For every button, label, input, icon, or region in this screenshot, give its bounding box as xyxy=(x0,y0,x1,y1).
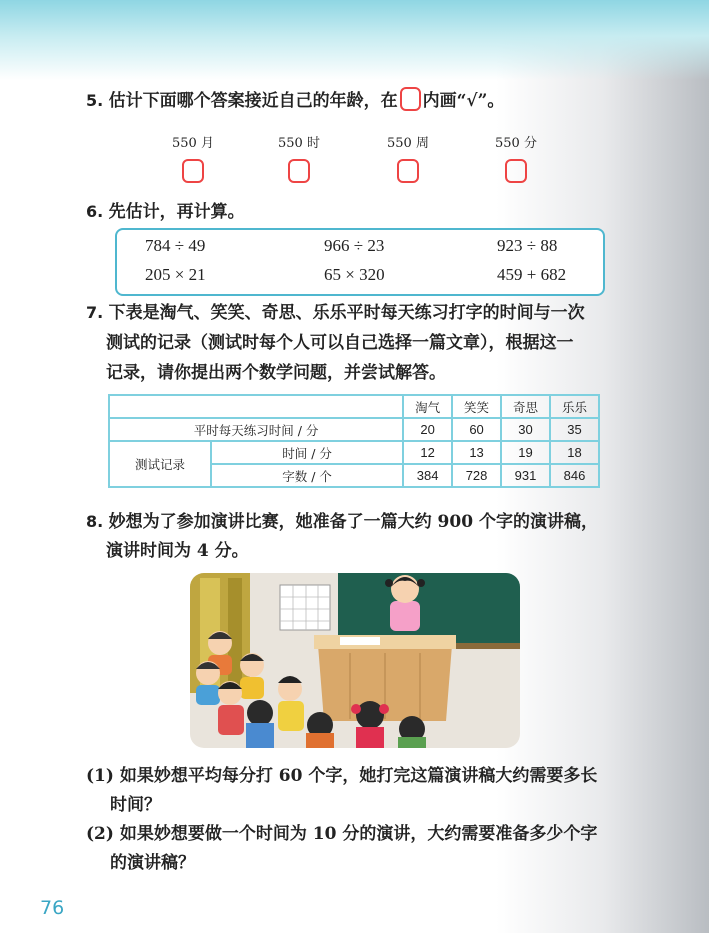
table-cell: 13 xyxy=(452,441,501,464)
question-6 xyxy=(86,197,245,227)
table-cell: 20 xyxy=(403,418,452,441)
sub-question-1 xyxy=(86,761,597,791)
question-number: 6. xyxy=(86,202,104,221)
question-7-line: 下表是淘气、笑笑、奇思、乐乐平时每天练习打字的时间与一次 xyxy=(108,303,585,323)
question-6-text: 先估计，再计算。 xyxy=(108,202,245,222)
question-8-line: 演讲时间为 4 分。 xyxy=(106,541,249,561)
table-header-cell: 淘气 xyxy=(403,395,452,418)
table-cell: 18 xyxy=(550,441,599,464)
table-cell: 12 xyxy=(403,441,452,464)
table-row xyxy=(109,441,599,464)
table-cell: 35 xyxy=(550,418,599,441)
table-cell: 931 xyxy=(501,464,550,487)
sub-question-1-line: 时间？ xyxy=(110,795,161,815)
sub-question-2 xyxy=(86,819,597,849)
answer-checkbox[interactable] xyxy=(505,159,527,183)
table-header-row xyxy=(109,395,599,418)
row-label: 时间 / 分 xyxy=(211,441,403,464)
calc-item: 459 + 682 xyxy=(497,265,567,284)
table-cell: 30 xyxy=(501,418,550,441)
calc-item: 966 ÷ 23 xyxy=(324,236,385,255)
question-number: 7. xyxy=(86,303,104,322)
table-header-cell: 乐乐 xyxy=(550,395,599,418)
age-option-months xyxy=(153,132,233,183)
question-8 xyxy=(86,507,598,537)
typing-record-table xyxy=(108,394,600,488)
table-cell: 728 xyxy=(452,464,501,487)
page-number: 76 xyxy=(40,897,65,919)
sub-question-2-line: 的演讲稿？ xyxy=(110,853,195,873)
answer-box-icon xyxy=(400,87,421,111)
table-row xyxy=(109,418,599,441)
top-header-band xyxy=(0,0,709,80)
option-label: 550 分 xyxy=(495,136,537,151)
question-number: 8. xyxy=(86,512,104,531)
row-label: 平时每天练习时间 / 分 xyxy=(109,418,403,441)
table-header-cell: 奇思 xyxy=(501,395,550,418)
table-header-cell: 笑笑 xyxy=(452,395,501,418)
classroom-speech-illustration xyxy=(190,573,520,748)
table-cell: 384 xyxy=(403,464,452,487)
row-label: 字数 / 个 xyxy=(211,464,403,487)
age-option-minutes xyxy=(476,132,556,183)
row-group-label: 测试记录 xyxy=(109,441,211,487)
calc-item: 205 × 21 xyxy=(145,265,206,284)
calc-item: 784 ÷ 49 xyxy=(145,236,206,255)
option-label: 550 周 xyxy=(387,136,429,151)
table-cell: 60 xyxy=(452,418,501,441)
calc-item: 923 ÷ 88 xyxy=(497,236,558,255)
question-number: 5. xyxy=(86,91,104,110)
question-7 xyxy=(86,298,585,328)
age-option-weeks xyxy=(368,132,448,183)
table-corner-cell xyxy=(109,395,403,418)
sub-question-1-line: (1) 如果妙想平均每分打 60 个字，她打完这篇演讲稿大约需要多长 xyxy=(86,766,598,786)
question-5-text-before: 估计下面哪个答案接近自己的年龄，在 xyxy=(108,91,398,111)
question-7-line: 记录，请你提出两个数学问题，并尝试解答。 xyxy=(106,363,446,383)
question-7-line: 测试的记录（测试时每个人可以自己选择一篇文章），根据这一 xyxy=(106,333,574,353)
option-label: 550 时 xyxy=(278,136,320,151)
table-cell: 846 xyxy=(550,464,599,487)
question-8-line: 妙想为了参加演讲比赛，她准备了一篇大约 900 个字的演讲稿， xyxy=(108,512,598,532)
answer-checkbox[interactable] xyxy=(288,159,310,183)
age-option-hours xyxy=(259,132,339,183)
option-label: 550 月 xyxy=(172,136,214,151)
calc-item: 65 × 320 xyxy=(324,265,385,284)
question-5-text-after: 内画“√”。 xyxy=(422,91,505,111)
answer-checkbox[interactable] xyxy=(182,159,204,183)
table-cell: 19 xyxy=(501,441,550,464)
question-5 xyxy=(86,86,504,116)
answer-checkbox[interactable] xyxy=(397,159,419,183)
sub-question-2-line: (2) 如果妙想要做一个时间为 10 分的演讲，大约需要准备多少个字 xyxy=(86,824,598,844)
